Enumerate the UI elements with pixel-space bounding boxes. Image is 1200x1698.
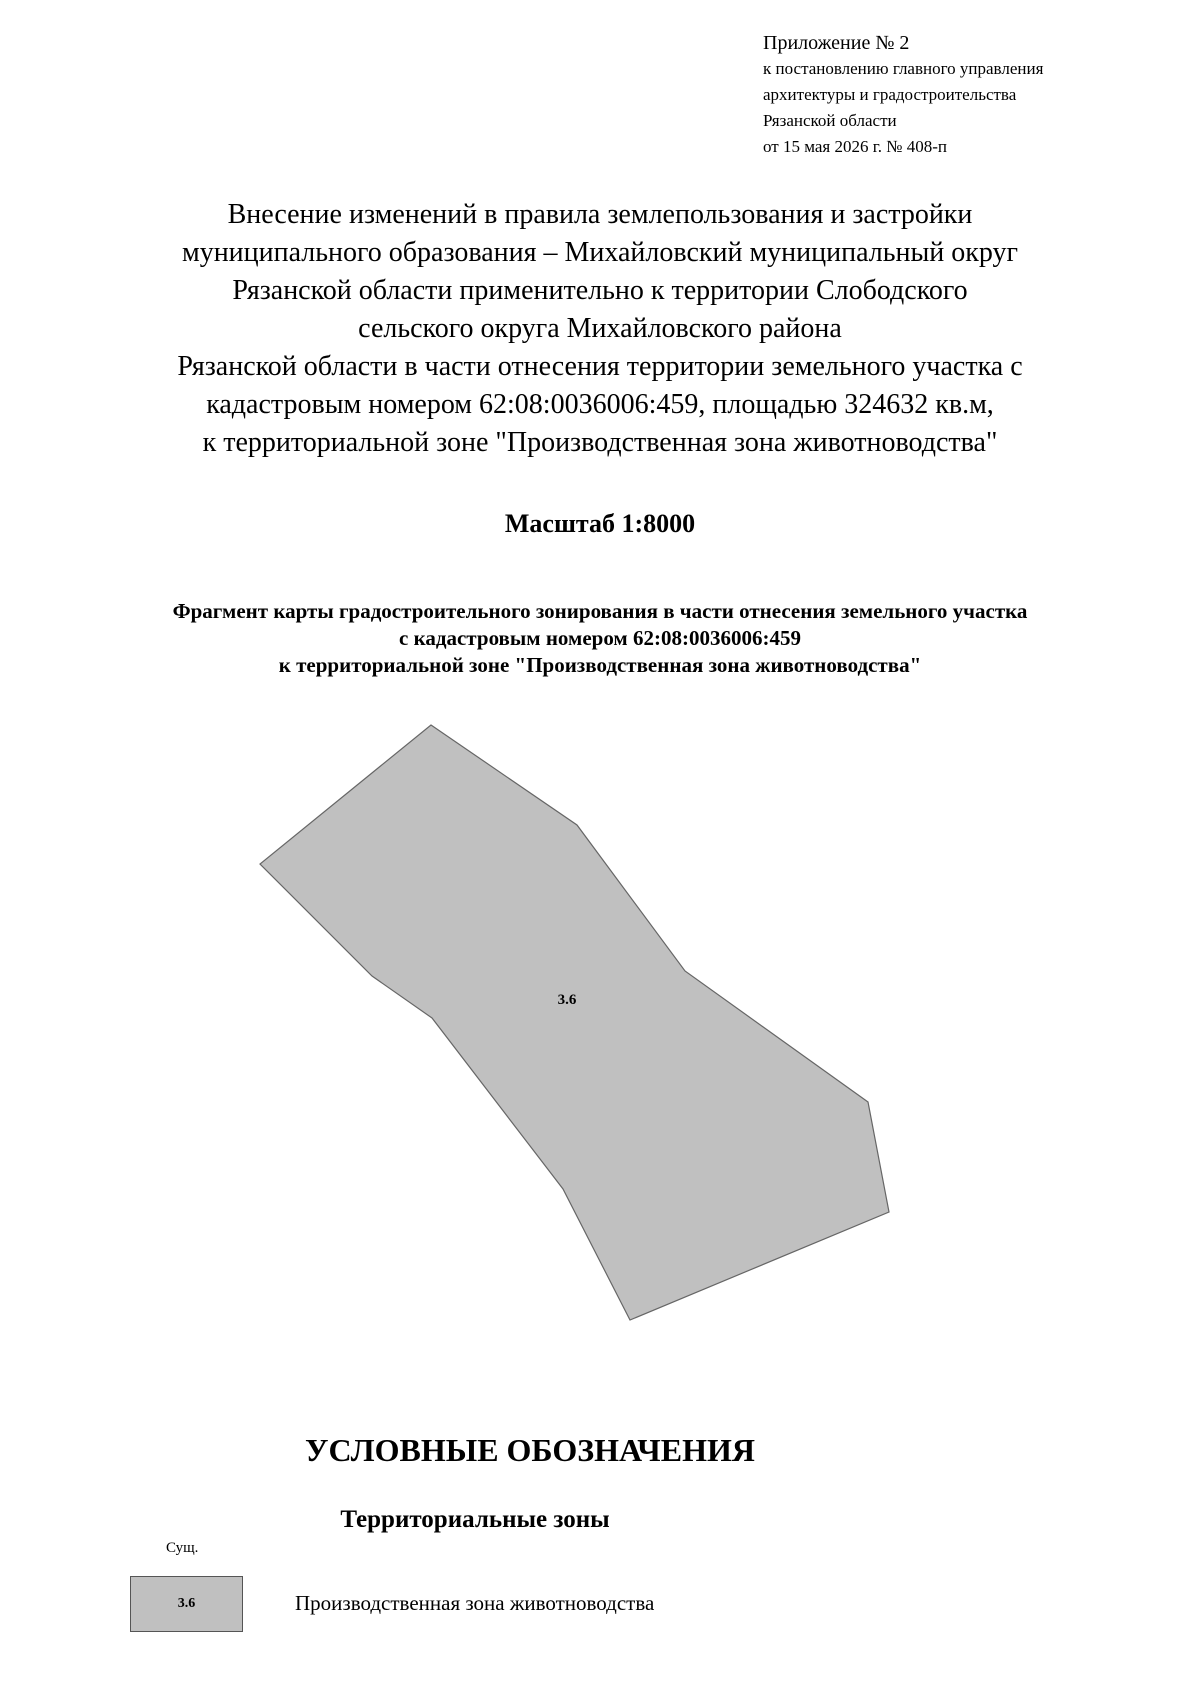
title-line: Рязанской области применительно к территории Слободского xyxy=(232,275,968,306)
legend-zone-label: Производственная зона животноводства xyxy=(295,1591,655,1615)
land-plot-polygon xyxy=(260,725,889,1320)
zoning-map xyxy=(0,700,1200,1340)
appendix-line: Рязанской области xyxy=(763,111,897,130)
zone-code-label: 3.6 xyxy=(557,992,577,1008)
title-line: кадастровым номером 62:08:0036006:459, площадью 324632 кв.м, xyxy=(206,389,994,420)
appendix-line: от 15 мая 2026 г. № 408-п xyxy=(763,137,947,156)
legend-zone-swatch xyxy=(130,1576,243,1632)
fragment-line: с кадастровым номером 62:08:0036006:459 xyxy=(399,626,801,650)
legend-zone-code: 3.6 xyxy=(177,1596,196,1611)
title-line: сельского округа Михайловского района xyxy=(358,313,842,344)
appendix-block xyxy=(763,30,1183,160)
document-title xyxy=(40,196,1160,462)
map-fragment-title xyxy=(20,598,1180,679)
title-line: муниципального образования – Михайловский муниципальный округ xyxy=(181,237,1019,268)
fragment-line: к территориальной зоне "Производственная зона животноводства" xyxy=(278,653,922,677)
title-line: к территориальной зоне "Производственная зона животноводства" xyxy=(202,427,998,458)
appendix-line: к постановлению главного управления xyxy=(763,59,1044,78)
legend-title: УСЛОВНЫЕ ОБОЗНАЧЕНИЯ xyxy=(305,1432,755,1468)
legend-subtitle: Территориальные зоны xyxy=(340,1506,610,1533)
legend-existing-label: Сущ. xyxy=(166,1540,199,1556)
fragment-line: Фрагмент карты градостроительного зонирования в части отнесения земельного участка xyxy=(172,599,1028,623)
appendix-line: Приложение № 2 xyxy=(763,32,910,54)
title-line: Рязанской области в части отнесения территории земельного участка с xyxy=(177,351,1023,382)
title-line: Внесение изменений в правила землепользования и застройки xyxy=(227,199,973,230)
map-scale: Масштаб 1:8000 xyxy=(504,509,696,538)
appendix-line: архитектуры и градостроительства xyxy=(763,85,1017,104)
